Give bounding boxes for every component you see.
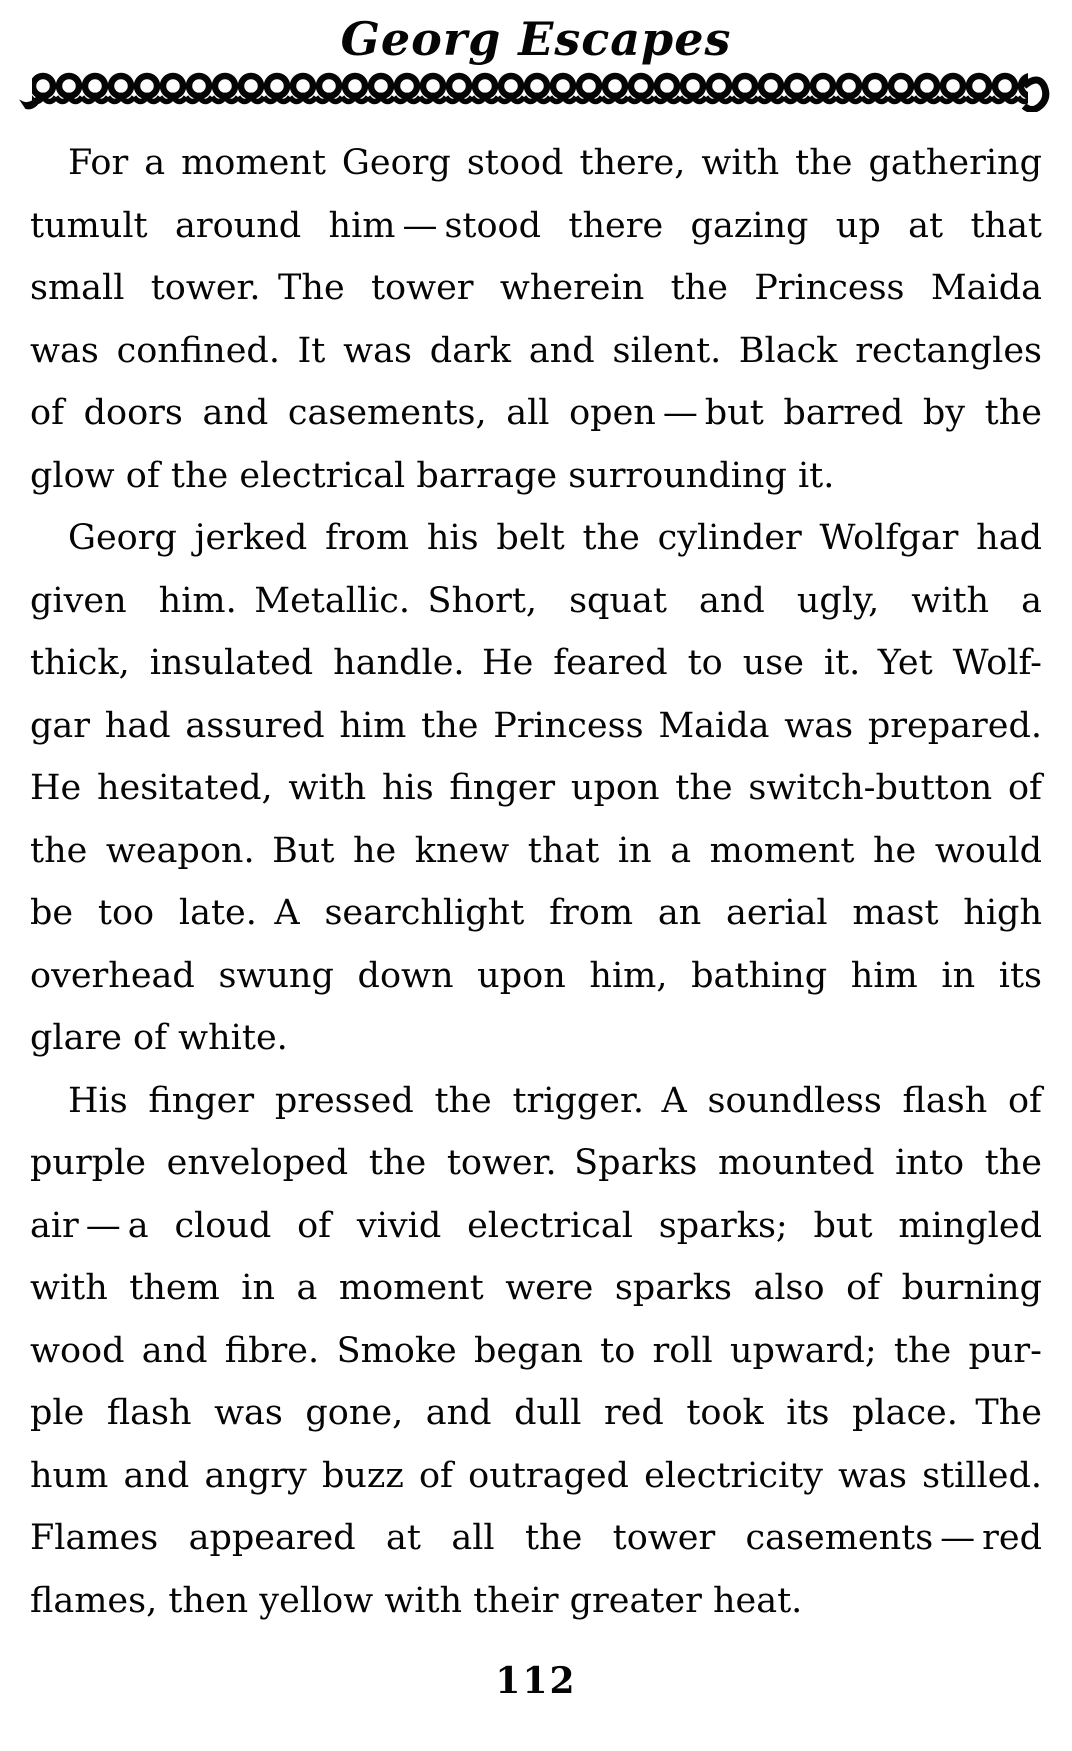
- text-line: Georg jerked from his belt the cylinder Wolfgar had: [68, 518, 1042, 558]
- text-line: the weapon. But he knew that in a moment he would: [30, 830, 1042, 871]
- chain-loop-icon: [16, 70, 1056, 112]
- paragraph-1: [30, 132, 1042, 507]
- text-line: Flames appeared at all the tower casements — red: [30, 1518, 1042, 1558]
- text-line: purple enveloped the tower. Sparks mounted into the: [30, 1143, 1042, 1183]
- paragraph-3: [30, 1070, 1042, 1633]
- text-line: For a moment Georg stood there, with the gathering: [68, 143, 1042, 183]
- text-line: overhead swung down upon him, bathing him in its: [30, 955, 1042, 996]
- paragraph-2: [30, 507, 1042, 1070]
- text-line: be too late. A searchlight from an aerial mast high: [30, 893, 1042, 933]
- text-line: air — a cloud of vivid electrical sparks; but mingled: [30, 1205, 1042, 1246]
- text-line: thick, insulated handle. He feared to use it. Yet Wolf-: [30, 643, 1042, 683]
- text-line: small tower. The tower wherein the Princess Maida: [30, 268, 1042, 308]
- page-body: [0, 132, 1072, 1632]
- page-title: Georg Escapes: [340, 12, 732, 66]
- text-line: gar had assured him the Princess Maida was prepared.: [30, 705, 1042, 746]
- text-line: tumult around him — stood there gazing up at that: [30, 205, 1042, 246]
- text-line: glare of white.: [30, 1018, 288, 1058]
- text-line: flames, then yellow with their greater heat.: [30, 1580, 803, 1621]
- text-line: with them in a moment were sparks also of burning: [30, 1268, 1042, 1308]
- text-line: was confined. It was dark and silent. Black rectangles: [30, 330, 1042, 371]
- text-line: wood and fibre. Smoke began to roll upward; the pur-: [30, 1330, 1042, 1371]
- text-line: He hesitated, with his finger upon the switch-button of: [30, 768, 1042, 808]
- text-line: hum and angry buzz of outraged electricity was stilled.: [30, 1455, 1042, 1496]
- text-line: of doors and casements, all open — but barred by the: [30, 393, 1042, 433]
- text-line: given him. Metallic. Short, squat and ugly, with a: [30, 580, 1042, 621]
- text-line: ple flash was gone, and dull red took its place. The: [30, 1393, 1042, 1433]
- text-line: glow of the electrical barrage surrounding it.: [30, 455, 835, 496]
- chain-border-ornament: [16, 70, 1056, 112]
- text-line: His finger pressed the trigger. A soundless flash of: [68, 1080, 1042, 1121]
- page-number: 112: [495, 1660, 577, 1702]
